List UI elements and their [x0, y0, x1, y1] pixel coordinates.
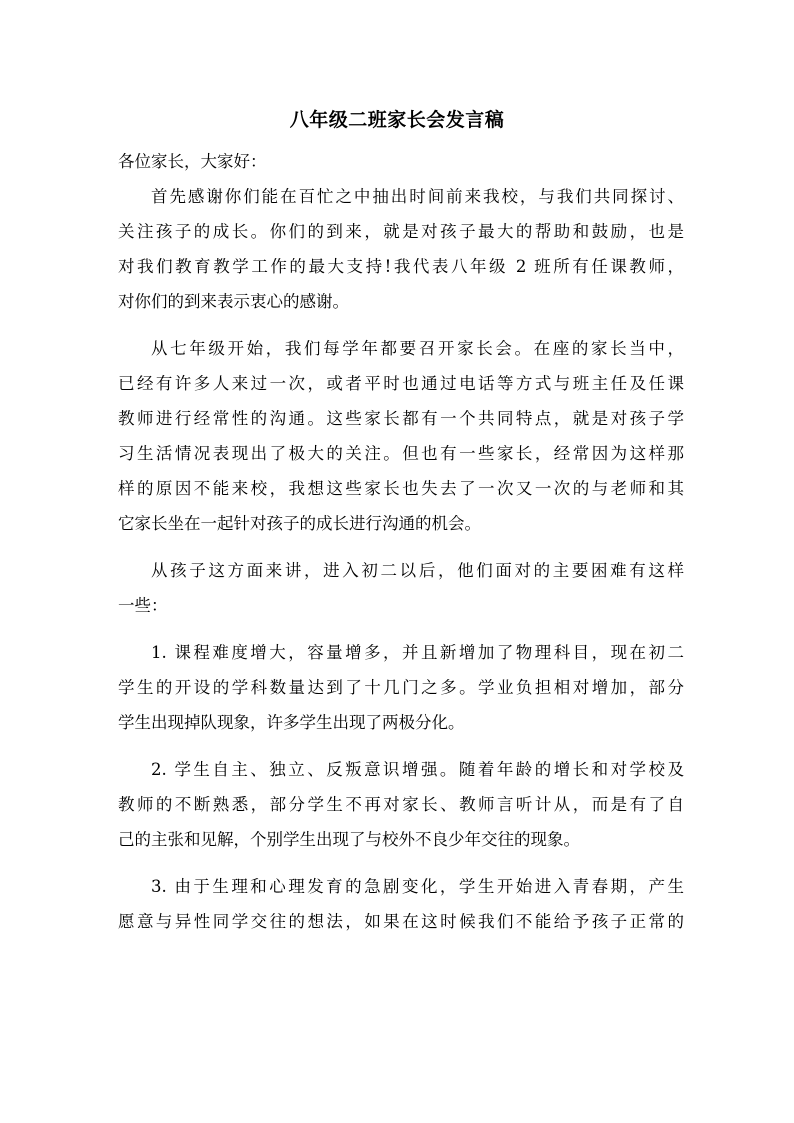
paragraph-line: 学生的开设的学科数量达到了十几门之多。学业负担相对增加，部分 — [118, 678, 684, 697]
paragraph-line: 习生活情况表现出了极大的关注。但也有一些家长，经常因为这样那 — [118, 444, 684, 463]
greeting: 各位家长，大家好： — [118, 152, 267, 171]
document-body — [118, 144, 684, 951]
paragraph-line: 一些： — [118, 596, 168, 615]
paragraph-difficulty-3 — [118, 869, 684, 939]
paragraph-line: 关注孩子的成长。你们的到来，就是对孩子最大的帮助和鼓励，也是 — [118, 222, 684, 241]
paragraph-line: 首先感谢你们能在百忙之中抽出时间前来我校，与我们共同探讨、 — [151, 187, 684, 206]
paragraph-background — [118, 331, 684, 541]
paragraph-line: 对我们教育教学工作的最大支持!我代表八年级 2 班所有任课教师， — [118, 257, 684, 276]
paragraph-line: 从孩子这方面来讲，进入初二以后，他们面对的主要困难有这样 — [151, 561, 684, 580]
paragraph-difficulties-intro — [118, 553, 684, 623]
paragraph-thanks — [118, 179, 684, 319]
paragraph-line: 从七年级开始，我们每学年都要召开家长会。在座的家长当中， — [151, 339, 684, 358]
paragraph-line: 对你们的到来表示衷心的感谢。 — [118, 292, 349, 311]
paragraph-line: 2. 学生自主、独立、反叛意识增强。随着年龄的增长和对学校及 — [151, 760, 684, 779]
paragraph-line: 样的原因不能来校，我想这些家长也失去了一次又一次的与老师和其 — [118, 479, 684, 498]
paragraph-line: 它家长坐在一起针对孩子的成长进行沟通的机会。 — [118, 514, 481, 533]
paragraph-line: 学生出现掉队现象，许多学生出现了两极分化。 — [118, 713, 465, 732]
paragraph-line: 己的主张和见解，个别学生出现了与校外不良少年交往的现象。 — [118, 830, 580, 849]
paragraph-line: 3. 由于生理和心理发育的急剧变化，学生开始进入青春期，产生 — [151, 877, 684, 896]
paragraph-difficulty-2 — [118, 752, 684, 857]
paragraph-line: 教师的不断熟悉，部分学生不再对家长、教师言听计从，而是有了自 — [118, 795, 684, 814]
paragraph-line: 教师进行经常性的沟通。这些家长都有一个共同特点，就是对孩子学 — [118, 409, 684, 428]
paragraph-line: 1. 课程难度增大，容量增多，并且新增加了物理科目，现在初二 — [151, 643, 684, 662]
paragraph-line: 已经有许多人来过一次，或者平时也通过电话等方式与班主任及任课 — [118, 374, 684, 393]
paragraph-line: 愿意与异性同学交往的想法，如果在这时候我们不能给予孩子正常的 — [118, 912, 684, 931]
page-title: 八年级二班家长会发言稿 — [289, 109, 505, 131]
paragraph-difficulty-1 — [118, 635, 684, 740]
